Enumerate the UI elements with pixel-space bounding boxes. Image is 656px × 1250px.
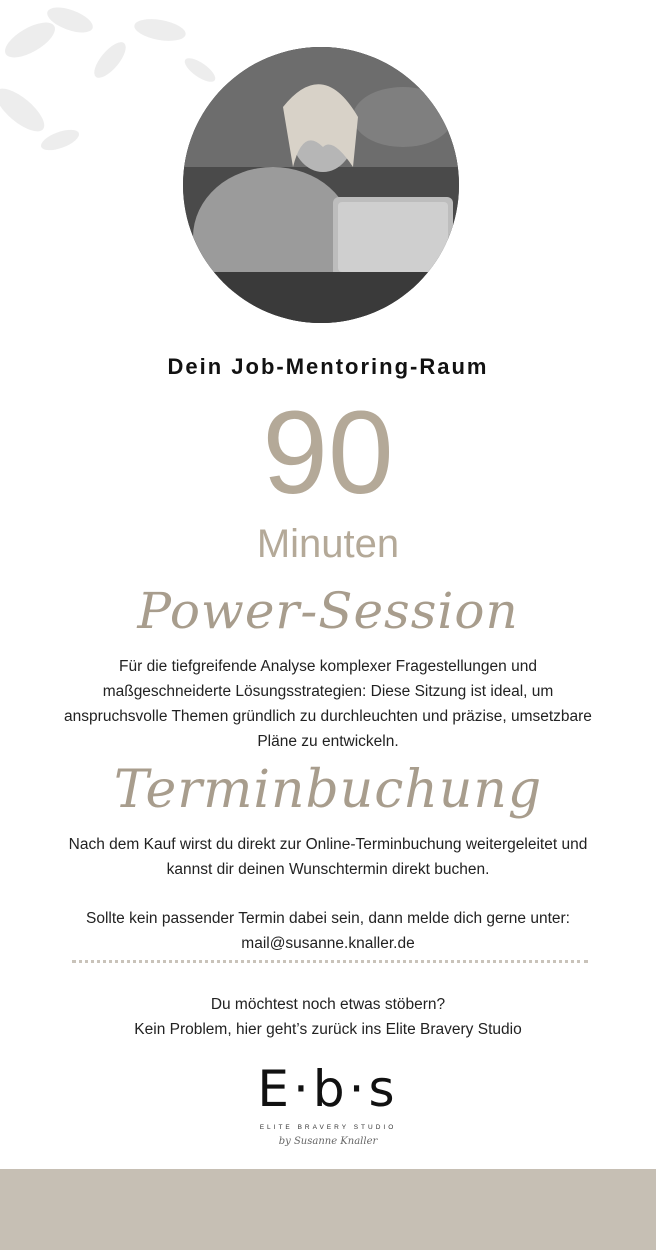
session-description: Für die tiefgreifende Analyse komplexer Fragestellungen und maßgeschneiderte Lösungsstrategien: Diese Sitzung ist ideal, um anspruchsvolle Themen gründlich zu durchleuchten und präzise, umsetzbare Pläne zu entwickeln.: [64, 658, 592, 750]
browse-question: Du möchtest noch etwas stöbern?: [210, 996, 446, 1013]
logo-mark: E·b·s: [257, 1060, 399, 1118]
contact-email-link[interactable]: mail@susanne.knaller.de: [241, 935, 415, 952]
contact-info: [60, 906, 596, 956]
booking-script-title: Terminbuchung: [113, 760, 543, 820]
logo-subtitle: ELITE BRAVERY STUDIO: [259, 1124, 397, 1131]
browse-info: [60, 992, 596, 1042]
duration-unit: Minuten: [256, 522, 400, 566]
duration-number: 90: [262, 387, 394, 519]
portrait-photo: [183, 47, 459, 323]
page-title: Dein Job-Mentoring-Raum: [167, 354, 489, 379]
booking-info: Nach dem Kauf wirst du direkt zur Online-Terminbuchung weitergeleitet und kannst dir deinen Wunschtermin direkt buchen.: [68, 836, 588, 878]
ebs-logo[interactable]: [248, 1056, 408, 1156]
logo-byline: by Susanne Knaller: [278, 1136, 378, 1147]
back-to-studio-link[interactable]: Kein Problem, hier geht’s zurück ins Elite Bravery Studio: [134, 1021, 522, 1038]
footer-band: [0, 1169, 656, 1250]
dotted-divider: [72, 960, 588, 963]
contact-text: Sollte kein passender Termin dabei sein, dann melde dich gerne unter:: [86, 910, 570, 927]
session-script-title: Power-Session: [137, 582, 519, 640]
